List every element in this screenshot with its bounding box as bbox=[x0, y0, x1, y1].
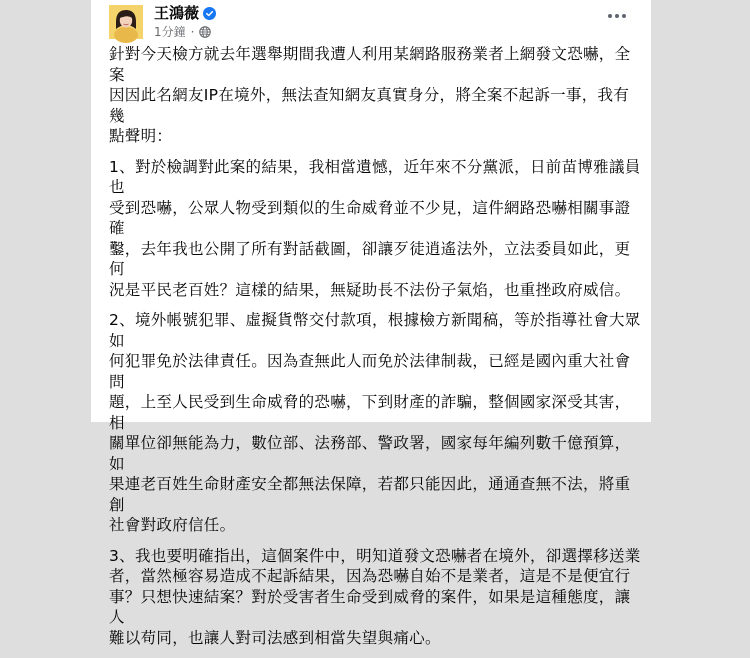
globe-icon[interactable] bbox=[199, 26, 211, 38]
author-name[interactable]: 王鴻薇 bbox=[154, 4, 200, 22]
verified-badge-icon bbox=[203, 7, 216, 20]
more-dot bbox=[615, 14, 619, 18]
facebook-post bbox=[91, 0, 651, 647]
post-paragraph-1: 1、對於檢調對此案的結果，我相當遺憾，近年來不分黨派，日前苗博雅議員也 受到恐嚇，公眾人物受到類似的生命威脅並不少見，這件網路恐嚇相關事證確 鑿，去年我也公開了所有對話截圖，卻讓歹徒逍遙法外，立法委員如此，更何 況是平民老百姓？這樣的結果，無疑助長不法份子氣焰，也重挫政府威信。 bbox=[109, 157, 641, 299]
meta-separator: · bbox=[190, 25, 195, 39]
post-timestamp[interactable]: 1分鐘 bbox=[154, 25, 186, 39]
post-meta bbox=[154, 24, 211, 40]
avatar[interactable] bbox=[109, 5, 143, 39]
more-dot bbox=[622, 14, 626, 18]
post-author bbox=[154, 3, 216, 23]
profile-photo-icon bbox=[109, 5, 143, 39]
post-body bbox=[109, 44, 641, 658]
post-paragraph-intro: 針對今天檢方就去年選舉期間我遭人利用某網路服務業者上網發文恐嚇，全案 因因此名網友IP在境外，無法查知網友真實身分，將全案不起訴一事，我有幾 點聲明： bbox=[109, 45, 631, 145]
post-paragraph-3: 3、我也要明確指出，這個案件中，明知道發文恐嚇者在境外，卻選擇移送業 者，當然極容易造成不起訴結果，因為恐嚇自始不是業者，這是不是便宜行 事？只想快速結案？對於受害者生命受到威脅的案件，如果是這種態度，讓人 難以苟同，也讓人對司法感到相當失望與痛心。 bbox=[109, 546, 641, 647]
more-dot bbox=[608, 14, 612, 18]
post-paragraph-2: 2、境外帳號犯罪、虛擬貨幣交付款項，根據檢方新聞稿，等於指導社會大眾如 何犯罪免於法律責任。因為查無此人而免於法律制裁，已經是國內重大社會問 題，上至人民受到生命威脅的恐嚇，下到財產的詐騙，整個國家深受其害，相 關單位卻無能為力，數位部、法務部、警政署，國家每年編列數千億預算，如 果連老百姓生命財產安全都無法保障，若都只能因此，通通查無不法，將重創 社會對政府信任。 bbox=[109, 311, 641, 534]
more-options-icon[interactable] bbox=[605, 7, 629, 25]
